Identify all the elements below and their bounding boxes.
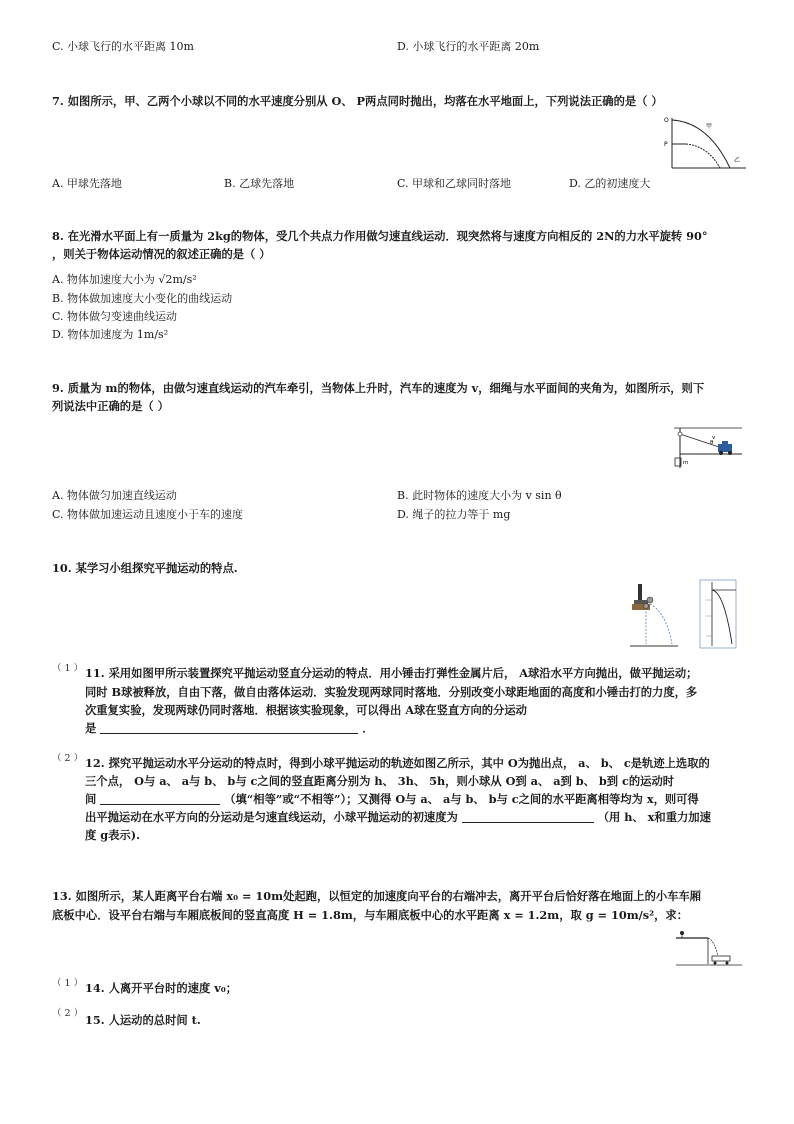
question-9-option-a: A. 物体做匀加速直线运动 <box>52 489 177 502</box>
question-8-option-b: B. 物体做加速度大小变化的曲线运动 <box>52 292 233 305</box>
question-10-sub2-line4-suffix: （用 h、 x和重力加速 <box>597 810 711 824</box>
question-9-option-b: B. 此时物体的速度大小为 v sin θ <box>397 489 562 502</box>
question-10-sub2-line4-prefix: 出平抛运动在水平方向的分运动是匀速直线运动，小球平抛运动的初速度为 <box>85 810 458 824</box>
question-13-sub1-number: （ 1 ） <box>52 978 84 989</box>
question-10-sub1-line4 <box>85 721 374 736</box>
question-8-option-d: D. 物体加速度为 1m/s² <box>52 328 169 341</box>
answer-blank-12a[interactable] <box>100 792 220 805</box>
figure-label-v: v <box>712 435 716 441</box>
question-10-figure-yi <box>698 578 740 652</box>
question-7-option-a: A. 甲球先落地 <box>52 177 122 190</box>
question-9-stem-line1: 9. 质量为 m的物体，由做匀速直线运动的汽车牵引，当物体上升时，汽车的速度为 v，细绳与水平面间的夹角为，如图所示，则下 <box>52 381 705 395</box>
question-10-sub2-line1: 12. 探究平抛运动水平分运动的特点时，得到小球平抛运动的轨迹如图乙所示，其中 O为抛出点， a、 b、 c是轨迹上选取的 <box>85 756 710 770</box>
question-10-sub2-line5: 度 g表示). <box>85 828 141 842</box>
question-7-stem: 7. 如图所示，甲、乙两个小球以不同的水平速度分别从 O、 P两点同时抛出，均落在水平地面上，下列说法正确的是（ ） <box>52 94 663 108</box>
figure-label-o: O <box>664 117 669 124</box>
question-7-option-c: C. 甲球和乙球同时落地 <box>397 177 512 190</box>
question-7-option-d: D. 乙的初速度大 <box>569 177 651 190</box>
question-13-sub1-text: 14. 人离开平台时的速度 v₀； <box>85 981 238 995</box>
question-10-sub1-line4-suffix: ． <box>362 721 374 735</box>
question-10-sub1-line1: 11. 采用如图甲所示装置探究平抛运动竖直分运动的特点．用小锤击打弹性金属片后， A球沿水平方向抛出，做平抛运动； <box>85 666 698 680</box>
question-8-option-a: A. 物体加速度大小为 √2m/s² <box>52 273 197 286</box>
figure-label-jia: 甲 <box>706 123 713 130</box>
question-10-sub1-line2: 同时 B球被释放，自由下落，做自由落体运动．实验发现两球同时落地．分别改变小球距地面的高度和小锤击打的力度，多 <box>85 685 698 699</box>
question-10-sub1-line4-prefix: 是 <box>85 721 97 735</box>
question-13-stem-line1: 13. 如图所示，某人距离平台右端 x₀ = 10m处起跑，以恒定的加速度向平台的右端冲去，离开平台后恰好落在地面上的小车车厢 <box>52 889 702 903</box>
question-7-figure <box>664 114 748 170</box>
figure-label-p: P <box>664 141 668 148</box>
question-8-option-c: C. 物体做匀变速曲线运动 <box>52 310 178 323</box>
question-10-sub2-line3 <box>85 792 699 807</box>
figure-label-m: m <box>683 460 689 466</box>
question-9-figure <box>672 424 744 472</box>
figure-label-theta: θ <box>710 440 714 446</box>
question-9-option-c: C. 物体做加速运动且速度小于车的速度 <box>52 508 244 521</box>
option-c-prev: C. 小球飞行的水平距离 10m <box>52 40 194 53</box>
answer-blank-12b[interactable] <box>462 810 594 823</box>
question-10-sub1-number: （ 1 ） <box>52 663 84 674</box>
question-9-stem-line2: 列说法中正确的是（ ） <box>52 399 169 413</box>
question-10-sub2-line2: 三个点， O与 a、 a与 b、 b与 c之间的竖直距离分别为 h、 3h、 5h，则小球从 O到 a、 a到 b、 b到 c的运动时 <box>85 774 675 788</box>
question-7-option-b: B. 乙球先落地 <box>224 177 295 190</box>
figure-label-yi: 乙 <box>734 157 741 164</box>
question-10-figure-jia <box>628 582 680 650</box>
question-9-option-d: D. 绳子的拉力等于 mg <box>397 508 511 521</box>
question-13-stem-line2: 底板中心．设平台右端与车厢底板间的竖直高度 H = 1.8m，与车厢底板中心的水平距离 x = 1.2m，取 g = 10m/s²，求： <box>52 908 689 922</box>
question-10-sub2-line3-prefix: 间 <box>85 792 97 806</box>
question-13-figure <box>674 928 744 968</box>
answer-blank-11[interactable] <box>100 721 358 734</box>
question-10-sub1-line3: 次重复实验，发现两球仍同时落地．根据该实验现象，可以得出 A球在竖直方向的分运动 <box>85 703 527 717</box>
question-10-sub2-line4 <box>85 810 711 825</box>
question-8-stem-line1: 8. 在光滑水平面上有一质量为 2kg的物体，受几个共点力作用做匀速直线运动．现突然将与速度方向相反的 2N的力水平旋转 90° <box>52 229 708 243</box>
question-10-sub2-line3-suffix: （填“相等”或“不相等”）；又测得 O与 a、 a与 b、 b与 c之间的水平距离相等均为 x，则可得 <box>224 792 699 806</box>
question-13-sub2-number: （ 2 ） <box>52 1008 84 1019</box>
question-10-sub2-number: （ 2 ） <box>52 753 84 764</box>
option-d-prev: D. 小球飞行的水平距离 20m <box>397 40 540 53</box>
question-13-sub2-text: 15. 人运动的总时间 t. <box>85 1013 201 1027</box>
question-8-stem-line2: ，则关于物体运动情况的叙述正确的是（ ） <box>52 247 271 261</box>
question-10-stem: 10. 某学习小组探究平抛运动的特点. <box>52 561 238 575</box>
